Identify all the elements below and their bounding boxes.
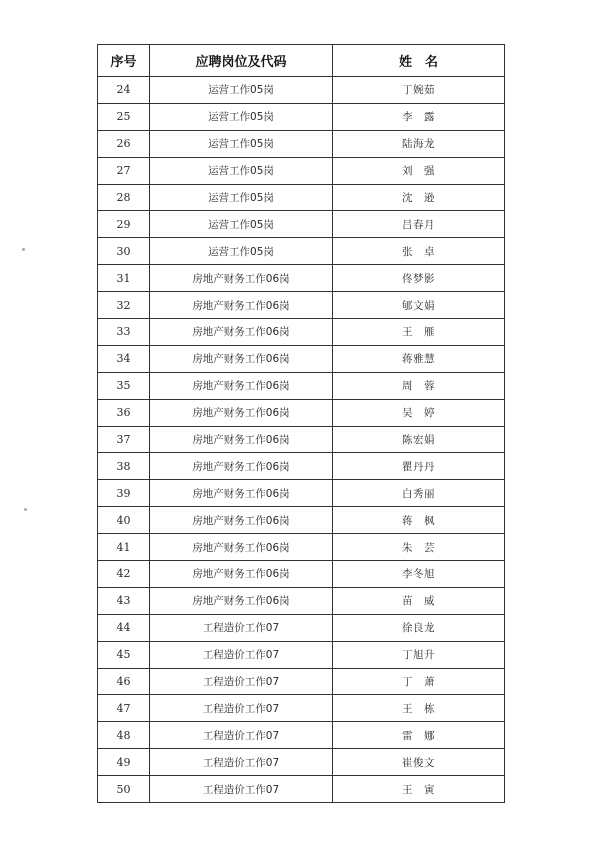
- seq-cell: 33: [98, 319, 150, 346]
- position-cell: 房地产财务工作06岗: [150, 453, 333, 480]
- seq-cell: 41: [98, 534, 150, 561]
- position-cell: 工程造价工作07: [150, 749, 333, 776]
- position-cell: 房地产财务工作06岗: [150, 480, 333, 507]
- table-row: [98, 211, 505, 238]
- table-row: [98, 238, 505, 265]
- position-cell: 工程造价工作07: [150, 641, 333, 668]
- table-row: [98, 614, 505, 641]
- position-cell: 工程造价工作07: [150, 722, 333, 749]
- name-cell: 王 雁: [333, 319, 505, 346]
- seq-cell: 34: [98, 345, 150, 372]
- seq-cell: 48: [98, 722, 150, 749]
- position-cell: 房地产财务工作06岗: [150, 319, 333, 346]
- seq-cell: 50: [98, 776, 150, 803]
- position-cell: 房地产财务工作06岗: [150, 399, 333, 426]
- table-row: [98, 426, 505, 453]
- seq-cell: 40: [98, 507, 150, 534]
- seq-cell: 24: [98, 77, 150, 104]
- name-cell: 雷 娜: [333, 722, 505, 749]
- name-cell: 徐良龙: [333, 614, 505, 641]
- table-row: [98, 587, 505, 614]
- name-cell: 苗 威: [333, 587, 505, 614]
- position-cell: 房地产财务工作06岗: [150, 292, 333, 319]
- seq-cell: 26: [98, 130, 150, 157]
- name-cell: 郇文娟: [333, 292, 505, 319]
- seq-cell: 37: [98, 426, 150, 453]
- seq-cell: 27: [98, 157, 150, 184]
- position-cell: 房地产财务工作06岗: [150, 265, 333, 292]
- table-row: [98, 749, 505, 776]
- name-cell: 蒋 枫: [333, 507, 505, 534]
- seq-cell: 47: [98, 695, 150, 722]
- position-cell: 运营工作05岗: [150, 157, 333, 184]
- position-cell: 工程造价工作07: [150, 668, 333, 695]
- position-cell: 工程造价工作07: [150, 614, 333, 641]
- roster-table: [97, 44, 505, 803]
- name-cell: 沈 逊: [333, 184, 505, 211]
- name-cell: 陈宏娟: [333, 426, 505, 453]
- table-row: [98, 77, 505, 104]
- scan-speck: [22, 248, 25, 251]
- table-row: [98, 507, 505, 534]
- position-cell: 运营工作05岗: [150, 238, 333, 265]
- position-cell: 运营工作05岗: [150, 211, 333, 238]
- header-position: 应聘岗位及代码: [150, 45, 333, 77]
- seq-cell: 25: [98, 103, 150, 130]
- name-cell: 朱 芸: [333, 534, 505, 561]
- position-cell: 运营工作05岗: [150, 184, 333, 211]
- name-cell: 吕春月: [333, 211, 505, 238]
- position-cell: 运营工作05岗: [150, 130, 333, 157]
- position-cell: 房地产财务工作06岗: [150, 426, 333, 453]
- seq-cell: 46: [98, 668, 150, 695]
- table-row: [98, 776, 505, 803]
- name-cell: 崔俊文: [333, 749, 505, 776]
- table-row: [98, 722, 505, 749]
- table-row: [98, 668, 505, 695]
- header-name: 姓 名: [333, 45, 505, 77]
- table-row: [98, 184, 505, 211]
- seq-cell: 43: [98, 587, 150, 614]
- table-row: [98, 399, 505, 426]
- position-cell: 房地产财务工作06岗: [150, 345, 333, 372]
- name-cell: 丁婉茹: [333, 77, 505, 104]
- table-row: [98, 319, 505, 346]
- name-cell: 周 蓉: [333, 372, 505, 399]
- table-row: [98, 695, 505, 722]
- name-cell: 吴 婷: [333, 399, 505, 426]
- seq-cell: 42: [98, 561, 150, 588]
- table-row: [98, 372, 505, 399]
- name-cell: 蒋雅慧: [333, 345, 505, 372]
- position-cell: 房地产财务工作06岗: [150, 561, 333, 588]
- name-cell: 丁旭升: [333, 641, 505, 668]
- name-cell: 白秀丽: [333, 480, 505, 507]
- table-row: [98, 157, 505, 184]
- name-cell: 丁 萧: [333, 668, 505, 695]
- seq-cell: 45: [98, 641, 150, 668]
- name-cell: 李 露: [333, 103, 505, 130]
- table-row: [98, 641, 505, 668]
- table-row: [98, 292, 505, 319]
- position-cell: 运营工作05岗: [150, 77, 333, 104]
- header-row: [98, 45, 505, 77]
- position-cell: 房地产财务工作06岗: [150, 534, 333, 561]
- position-cell: 房地产财务工作06岗: [150, 372, 333, 399]
- seq-cell: 30: [98, 238, 150, 265]
- scan-speck: [24, 508, 27, 511]
- seq-cell: 38: [98, 453, 150, 480]
- seq-cell: 35: [98, 372, 150, 399]
- table-row: [98, 265, 505, 292]
- position-cell: 工程造价工作07: [150, 776, 333, 803]
- position-cell: 房地产财务工作06岗: [150, 587, 333, 614]
- seq-cell: 49: [98, 749, 150, 776]
- table-row: [98, 534, 505, 561]
- name-cell: 张 卓: [333, 238, 505, 265]
- name-cell: 王 栋: [333, 695, 505, 722]
- table-row: [98, 345, 505, 372]
- name-cell: 刘 强: [333, 157, 505, 184]
- seq-cell: 29: [98, 211, 150, 238]
- table-row: [98, 103, 505, 130]
- position-cell: 房地产财务工作06岗: [150, 507, 333, 534]
- table-row: [98, 561, 505, 588]
- seq-cell: 36: [98, 399, 150, 426]
- table-row: [98, 130, 505, 157]
- table-row: [98, 480, 505, 507]
- name-cell: 佟梦影: [333, 265, 505, 292]
- name-cell: 陆海龙: [333, 130, 505, 157]
- position-cell: 工程造价工作07: [150, 695, 333, 722]
- name-cell: 瞿丹丹: [333, 453, 505, 480]
- seq-cell: 32: [98, 292, 150, 319]
- table-row: [98, 453, 505, 480]
- header-seq: 序号: [98, 45, 150, 77]
- seq-cell: 44: [98, 614, 150, 641]
- seq-cell: 31: [98, 265, 150, 292]
- name-cell: 王 寅: [333, 776, 505, 803]
- seq-cell: 28: [98, 184, 150, 211]
- name-cell: 李冬旭: [333, 561, 505, 588]
- position-cell: 运营工作05岗: [150, 103, 333, 130]
- seq-cell: 39: [98, 480, 150, 507]
